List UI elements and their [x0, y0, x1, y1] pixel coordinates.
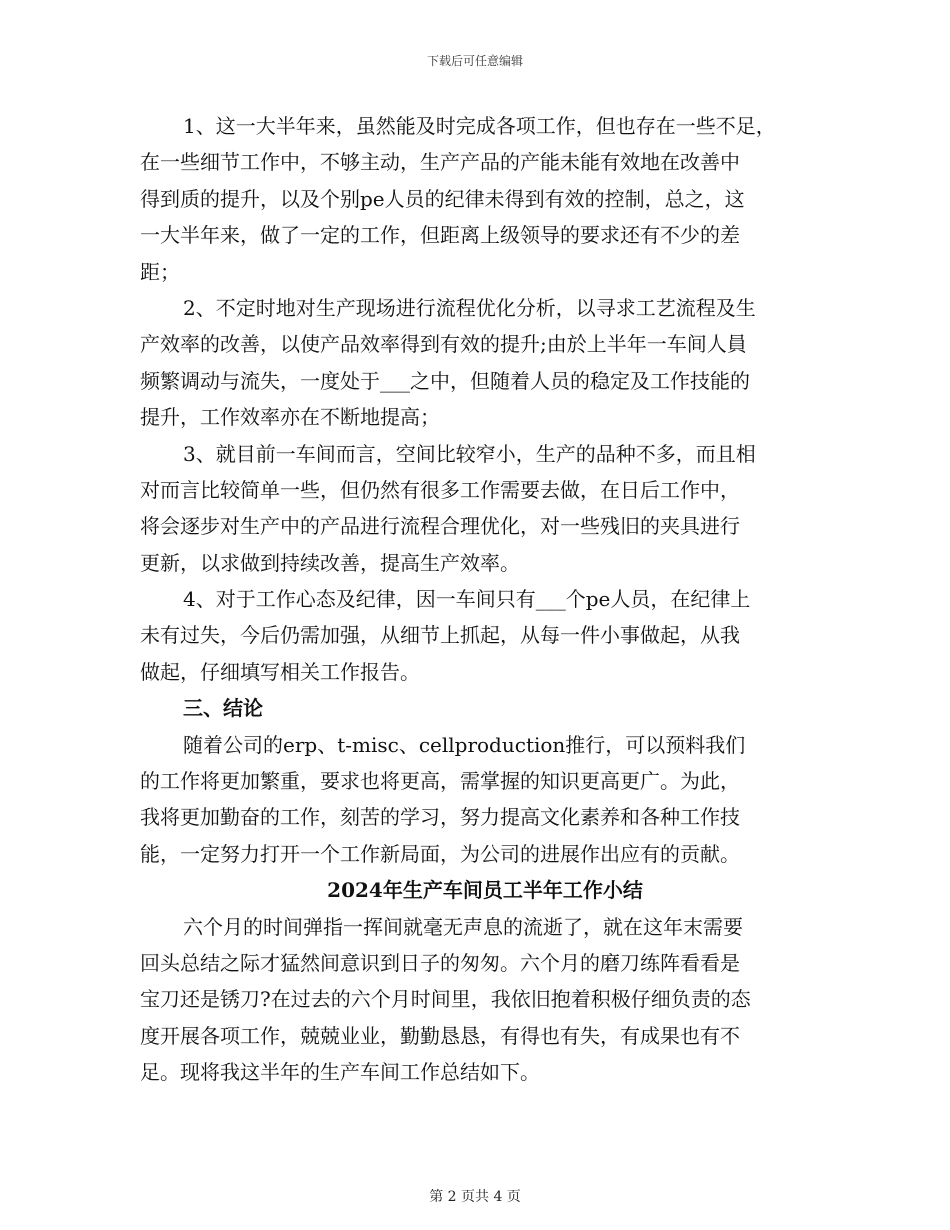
paragraph-line: 我将更加勤奋的工作，刻苦的学习，努力提高文化素养和各种工作技: [140, 805, 740, 830]
paragraph-line: 1、这一大半年来，虽然能及时完成各项工作，但也存在一些不足，: [183, 114, 776, 138]
paragraph-line: 将会逐步对生产中的产品进行流程合理优化，对一些残旧的夹具进行: [140, 514, 740, 539]
page-footer: 第 2 页共 4 页: [429, 1189, 521, 1205]
paragraph-line: 2、不定时地对生产现场进行流程优化分析，以寻求工艺流程及生: [183, 295, 756, 320]
paragraph-line: 六个月的时间弹指一挥间就毫无声息的流逝了，就在这年末需要: [183, 914, 743, 939]
paragraph-line: 做起，仔细填写相关工作报告。: [140, 659, 420, 684]
paragraph-line: 频繁调动与流失，一度处于___之中，但随着人员的稳定及工作技能的: [140, 368, 750, 393]
page-header: 下载后可任意编辑: [426, 54, 523, 68]
paragraph-line: 宝刀还是锈刀?在过去的六个月时间里，我依旧抱着积极仔细负责的态: [140, 987, 751, 1012]
paragraph-line: 能，一定努力打开一个工作新局面，为公司的进展作出应有的贡献。: [140, 841, 740, 866]
paragraph-line: 产效率的改善，以使产品效率得到有效的提升;由於上半年一车间人員: [140, 332, 747, 357]
paragraph-line: 在一些细节工作中，不够主动，生产产品的产能未能有效地在改善中: [140, 150, 740, 175]
paragraph-line: 提升，工作效率亦在不断地提高；: [140, 405, 440, 430]
document-body: [140, 108, 830, 1091]
paragraph-line: 更新，以求做到持续改善，提高生产效率。: [140, 550, 520, 575]
paragraph-line: 回头总结之际才猛然间意识到日子的匆匆。六个月的磨刀练阵看看是: [140, 950, 740, 975]
paragraph-line: 随着公司的erp、t-misc、cellproduction推行，可以预料我们: [183, 732, 746, 757]
paragraph-line: 未有过失，今后仍需加强，从细节上抓起，从每一件小事做起，从我: [140, 623, 740, 648]
paragraph-line: 4、对于工作心态及纪律，因一车间只有___个pe人员，在纪律上: [183, 587, 751, 612]
paragraph-line: 3、就目前一车间而言，空间比较窄小，生产的品种不多，而且相: [183, 441, 756, 466]
paragraph-line: 的工作将更加繁重，要求也将更高，需掌握的知识更高更广。为此，: [140, 769, 740, 794]
document-title: 2024年生产车间员工半年工作小结: [327, 878, 643, 903]
section-heading: 三、结论: [183, 696, 263, 721]
paragraph-line: 得到质的提升，以及个别pe人员的纪律未得到有效的控制，总之，这: [140, 186, 745, 211]
paragraph-line: 一大半年来，做了一定的工作，但距离上级领导的要求还有不少的差: [140, 223, 740, 248]
paragraph-line: 足。现将我这半年的生产车间工作总结如下。: [140, 1060, 540, 1085]
paragraph-line: 对而言比较简单一些，但仍然有很多工作需要去做，在日后工作中，: [140, 477, 740, 502]
paragraph-line: 距；: [140, 259, 180, 284]
paragraph-line: 度开展各项工作，兢兢业业，勤勤恳恳，有得也有失，有成果也有不: [140, 1023, 740, 1048]
